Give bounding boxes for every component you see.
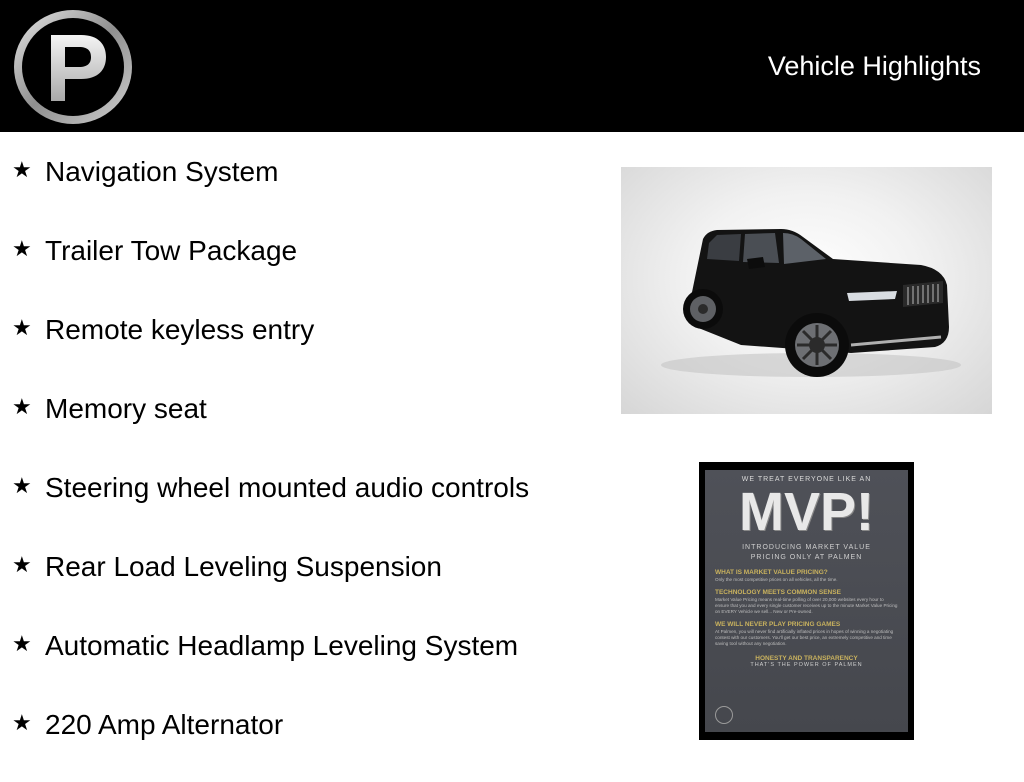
feature-item xyxy=(12,387,529,466)
star-bullet-icon: ★ xyxy=(12,710,32,735)
mvp-footer-tagline: THAT'S THE POWER OF PALMEN xyxy=(750,662,863,668)
feature-item xyxy=(12,466,529,545)
mvp-section-heading: TECHNOLOGY MEETS COMMON SENSE xyxy=(715,589,841,596)
mvp-section-text: Market Value Pricing means real-time polling of over 20,000 websites every hour to ensure that you and every single customer receives up to the minute Market Value Pricing on EVERY Vehicle we sell... New or Pre-owned. xyxy=(715,597,898,614)
suv-image xyxy=(621,167,992,414)
mvp-footer-heading: HONESTY AND TRANSPARENCY xyxy=(755,655,858,662)
feature-item xyxy=(12,308,529,387)
feature-item xyxy=(12,150,529,229)
seal-icon xyxy=(715,706,733,724)
mvp-section-heading: WE WILL NEVER PLAY PRICING GAMES xyxy=(715,621,841,628)
mvp-poster-content xyxy=(705,470,908,732)
feature-item xyxy=(12,229,529,308)
feature-label: Memory seat xyxy=(45,393,207,424)
feature-item xyxy=(12,624,529,703)
mvp-subline-1: INTRODUCING MARKET VALUE xyxy=(742,544,871,551)
mvp-top-line: WE TREAT EVERYONE LIKE AN xyxy=(741,476,872,483)
mvp-subline-2: PRICING ONLY AT PALMEN xyxy=(750,554,863,561)
dealer-logo-icon xyxy=(11,7,135,127)
header-bar xyxy=(0,0,1024,132)
vehicle-photo xyxy=(621,167,992,414)
feature-label: Remote keyless entry xyxy=(45,314,315,345)
mvp-headline: MVP! xyxy=(739,482,874,542)
mvp-section-heading: WHAT IS MARKET VALUE PRICING? xyxy=(715,569,828,576)
feature-label: Automatic Headlamp Leveling System xyxy=(45,630,519,661)
page-title: Vehicle Highlights xyxy=(767,51,981,81)
star-bullet-icon: ★ xyxy=(12,473,32,498)
star-bullet-icon: ★ xyxy=(12,552,32,577)
feature-item xyxy=(12,545,529,624)
feature-list xyxy=(12,150,529,782)
star-bullet-icon: ★ xyxy=(12,631,32,656)
feature-label: Rear Load Leveling Suspension xyxy=(45,551,442,582)
feature-label: Steering wheel mounted audio controls xyxy=(45,472,530,503)
mvp-section-text: Only the most competitive prices on all vehicles, all the time. xyxy=(715,577,838,582)
star-bullet-icon: ★ xyxy=(12,236,32,261)
mvp-section-text: At Palmen, you will never find artificially inflated prices in hopes of winning a negotiating contest with our customers. You'll get our best price, an extremely competitive and time saving tool without any negotiation. xyxy=(715,629,894,646)
star-bullet-icon: ★ xyxy=(12,315,32,340)
feature-item xyxy=(12,703,529,782)
feature-label: 220 Amp Alternator xyxy=(45,709,284,740)
star-bullet-icon: ★ xyxy=(12,157,32,182)
feature-label: Navigation System xyxy=(45,156,279,187)
star-bullet-icon: ★ xyxy=(12,394,32,419)
feature-label: Trailer Tow Package xyxy=(45,235,298,266)
mvp-promo-poster xyxy=(699,462,914,740)
